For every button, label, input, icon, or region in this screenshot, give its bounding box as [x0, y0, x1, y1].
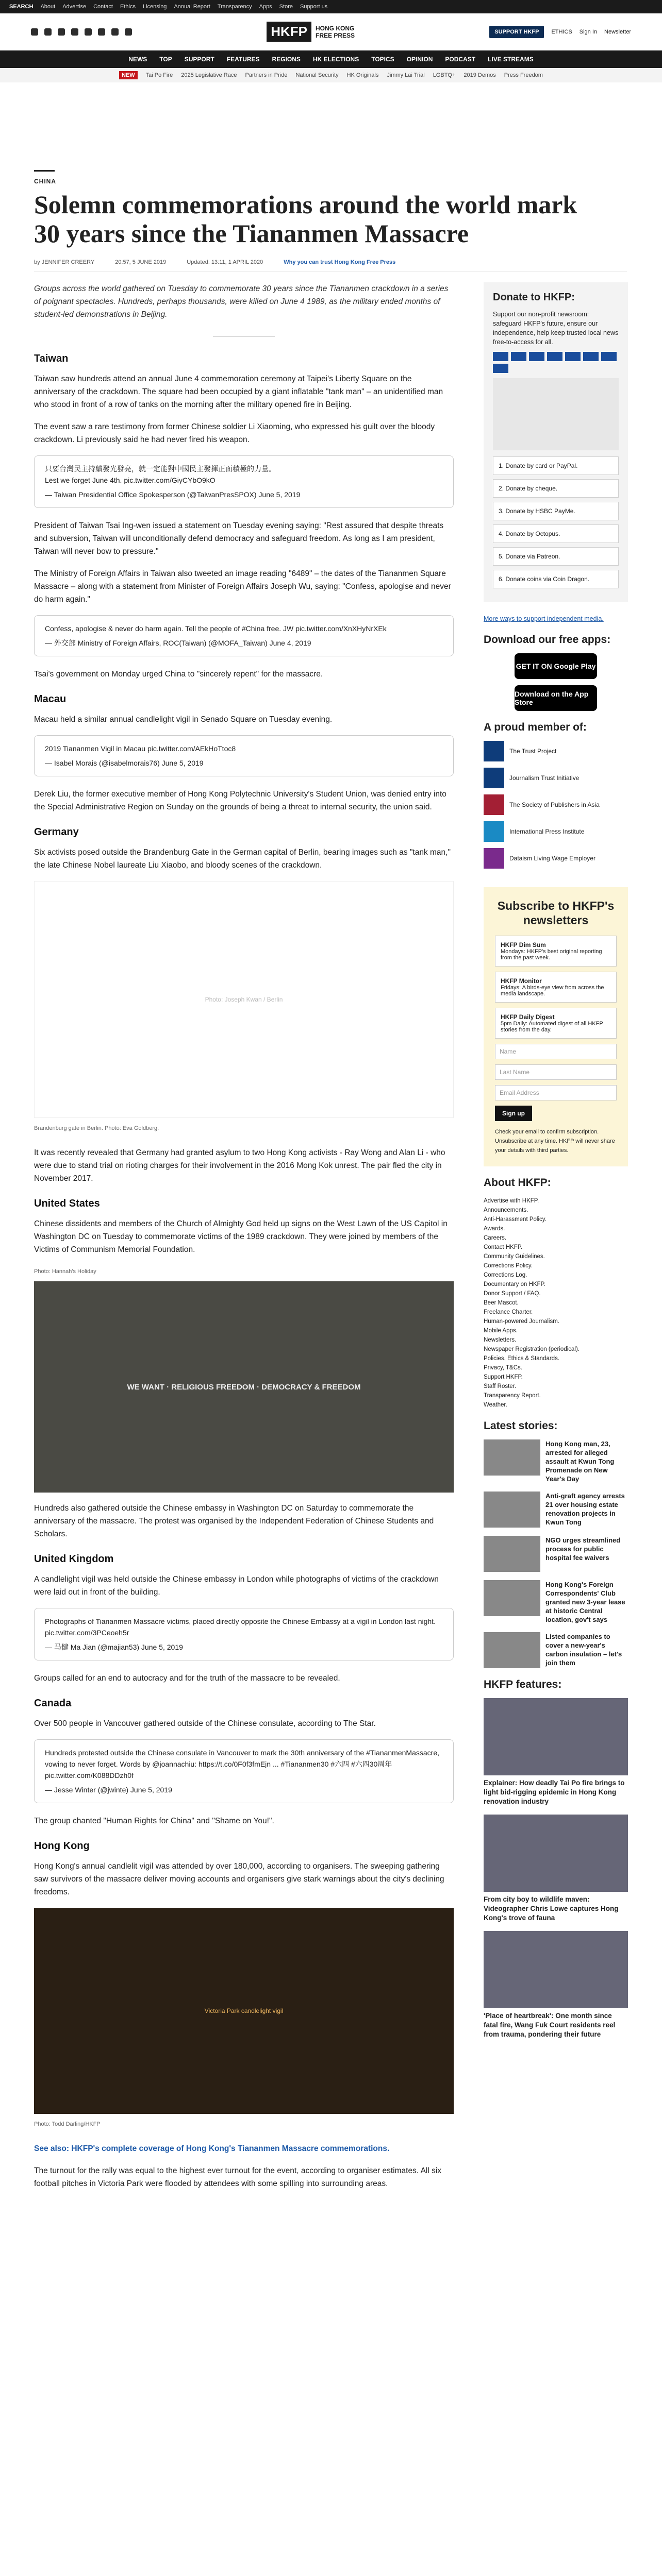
app-store-button[interactable]: Download on the App Store [515, 685, 597, 711]
applepay-icon [601, 352, 617, 361]
story-thumbnail [484, 1492, 540, 1528]
berlin-photo [34, 881, 454, 1118]
nav-opinion[interactable]: OPINION [406, 56, 433, 63]
paragraph: Taiwan saw hundreds attend an annual June 4 commemoration ceremony at Taipei's Liberty Square on the anniversary of the crackdown. The square had been occupied by a giant inflatable "tank man" – an unidentified man who stood in front of a row of tanks on the morning after the military opened fire in Beijing. [34, 375, 443, 409]
features-title: HKFP features: [484, 1679, 562, 1690]
visa-icon [493, 352, 508, 361]
paragraph: Chinese dissidents and members of the Church of Almighty God held up signs on the West Lawn of the US Capitol in Washington DC on Tuesday to commemorate victims of the 1989 crackdown. They were joined by members of the Victims of Communism Memorial Foundation. [34, 1219, 448, 1254]
member-name: Dataism Living Wage Employer [509, 855, 595, 862]
member-logo[interactable] [484, 768, 628, 788]
nav-elections[interactable]: HK ELECTIONS [312, 56, 359, 63]
tweet-text: Confess, apologise & never do harm again. Tell the people of #China free. JW pic.twitter.com/XnXHyNrXEk [45, 624, 387, 633]
article-wrapper [0, 170, 662, 2199]
paragraph: Groups called for an end to autocracy and for the truth of the massacre to be revealed. [34, 1674, 340, 1683]
about-link[interactable]: About [40, 4, 56, 10]
story-title: Hong Kong man, 23, arrested for alleged assault at Kwun Tong Promenade on New Year's Day [545, 1440, 615, 1483]
store-link[interactable]: Store [279, 4, 293, 10]
publish-date: 20:57, 5 JUNE 2019 [115, 259, 167, 265]
trend-item[interactable]: 2019 Demos [464, 72, 496, 78]
story-thumbnail [484, 1536, 540, 1572]
about-link[interactable]: Newspaper Registration (periodical). [484, 1346, 580, 1352]
story-title: Hong Kong's Foreign Correspondents' Club granted new 3-year lease at historic Central location, gov't says [545, 1581, 625, 1623]
donate-option[interactable]: 1. Donate by card or PayPal. [493, 456, 619, 475]
about-link[interactable]: Anti-Harassment Policy. [484, 1216, 547, 1223]
rss-icon[interactable] [125, 28, 132, 36]
ipi-icon [484, 821, 504, 842]
logo-line-2: FREE PRESS [316, 31, 355, 39]
newsletter-button[interactable]: Newsletter [604, 28, 631, 35]
paypal-icon [547, 352, 562, 361]
paragraph: Six activists posed outside the Brandenburg Gate in the German capital of Berlin, bearing images such as "tank man," the late Chinese Nobel laureate Liu Xiaobo, and bloody scenes of the crackdown. [34, 848, 451, 870]
story-title: Listed companies to cover a new-year's carbon insulation – let's join them [545, 1633, 622, 1667]
about-link[interactable]: Transparency Report. [484, 1393, 541, 1399]
about-link[interactable]: Weather. [484, 1402, 507, 1408]
photo-caption: Photo: Todd Darling/HKFP [34, 2121, 101, 2127]
embedded-tweet[interactable] [34, 1739, 454, 1803]
feature-story[interactable] [484, 1815, 628, 1923]
sopa-icon [484, 794, 504, 815]
nav-news[interactable]: NEWS [128, 56, 147, 63]
content-columns [34, 282, 628, 2199]
trending-bar [0, 68, 662, 82]
trend-item[interactable]: Press Freedom [504, 72, 543, 78]
paragraph: Macau held a similar annual candlelight vigil in Senado Square on Tuesday evening. [34, 715, 333, 724]
nav-support[interactable]: SUPPORT [184, 56, 214, 63]
embedded-tweet[interactable] [34, 455, 454, 508]
sign-in-button[interactable]: Sign In [579, 28, 598, 35]
vigil-photo [34, 1908, 454, 2114]
logo-mark: HKFP [267, 22, 311, 42]
newsletter-desc: Mondays: HKFP's best original reporting from the past week. [501, 948, 602, 961]
newsletter-desc: 5pm Daily: Automated digest of all HKFP stories from the day. [501, 1021, 603, 1033]
about-link[interactable]: Careers. [484, 1235, 507, 1241]
contact-link[interactable]: Contact [93, 4, 113, 10]
instagram-icon[interactable] [58, 28, 65, 36]
jti-icon [484, 768, 504, 788]
story-title: Anti-graft agency arrests 21 over housing estate renovation projects in Kwun Tong [545, 1492, 625, 1526]
annual-report-link[interactable]: Annual Report [174, 4, 210, 10]
paragraph: Hundreds also gathered outside the Chinese embassy in Washington DC on Saturday to commemorate the anniversary of the massacre. The protest was organised by the Independent Federation of Chinese Students and Scholars. [34, 1504, 434, 1538]
latest-story[interactable] [484, 1439, 628, 1483]
newsletter-name: HKFP Daily Digest [501, 1013, 555, 1021]
mastercard-icon [511, 352, 526, 361]
about-title: About HKFP: [484, 1177, 551, 1189]
newsletter-option[interactable] [495, 936, 617, 967]
paragraph: A candlelight vigil was held outside the Chinese embassy in London while photographs of victims of the crackdown were laid out in front of the building. [34, 1575, 439, 1597]
tweet-text: Hundreds protested outside the Chinese consulate in Vancouver to mark the 30th anniversary of the #TiananmenMassacre, vowing to never forget. Words by @joannachiu: https://t.co/0F0f3fmEjn ... #Tiananmen30 #六四 #六四30周年 pic.twitter.com/K088DDzh0f [45, 1749, 439, 1780]
sign-up-button[interactable]: Sign up [495, 1106, 532, 1121]
tweet-text: Photographs of Tiananmen Massacre victims, placed directly opposite the Chinese Embassy at a vigil in London last night. pic.twitter.com/3PCeoeh5r [45, 1617, 436, 1637]
top-bar [0, 0, 662, 13]
photo-credit: Photo: Hannah's Holiday [34, 1268, 96, 1275]
embedded-tweet[interactable] [34, 615, 454, 656]
licensing-link[interactable]: Licensing [142, 4, 167, 10]
feature-thumbnail [484, 1815, 628, 1892]
trend-item[interactable]: HK Originals [346, 72, 379, 78]
heading-us: United States [34, 1198, 100, 1209]
feature-thumbnail [484, 1698, 628, 1775]
newsletter-name: HKFP Monitor [501, 977, 542, 985]
see-also-link[interactable]: See also: HKFP's complete coverage of Hong Kong's Tiananmen Massacre commemorations. [34, 2144, 390, 2153]
member-logo[interactable] [484, 794, 628, 815]
amex-icon [529, 352, 544, 361]
nav-top[interactable]: TOP [159, 56, 172, 63]
more-ways-link[interactable]: More ways to support independent media. [484, 615, 604, 622]
heading-macau: Macau [34, 693, 67, 705]
support-link[interactable]: Support us [300, 4, 328, 10]
image-placeholder-text: Victoria Park candlelight vigil [204, 2007, 284, 2014]
logo-line-1: HONG KONG [316, 24, 355, 32]
paragraph: Hong Kong's annual candlelit vigil was attended by over 180,000, according to organisers. The sweeping gathering saw survivors of the massacre deliver moving accounts and organisers give stark warnings about the city's declining freedoms. [34, 1862, 444, 1896]
about-link[interactable]: Policies, Ethics & Standards. [484, 1355, 560, 1362]
latest-story[interactable] [484, 1536, 628, 1572]
about-link[interactable]: Donor Support / FAQ. [484, 1291, 541, 1297]
latest-story[interactable] [484, 1580, 628, 1624]
about-link[interactable]: Community Guidelines. [484, 1253, 545, 1260]
about-link[interactable]: Privacy, T&Cs. [484, 1365, 522, 1371]
member-logo[interactable] [484, 741, 628, 761]
social-links [31, 28, 132, 36]
trend-item[interactable]: LGBTQ+ [433, 72, 456, 78]
story-thumbnail [484, 1580, 540, 1616]
updated-date: Updated: 13:11, 1 APRIL 2020 [187, 259, 263, 265]
category-rule [34, 170, 55, 172]
about-link[interactable]: Support HKFP. [484, 1374, 523, 1380]
donate-box [484, 282, 628, 602]
donate-banner[interactable] [493, 378, 619, 450]
newsletter-box [484, 887, 628, 1166]
apps-title: Download our free apps: [484, 634, 611, 646]
tweet-text: Lest we forget June 4th. pic.twitter.com/GiyCYbO9kO [45, 476, 216, 484]
newsletter-note: Check your email to confirm subscription. Unsubscribe at any time. HKFP will never share your details with third parties. [495, 1129, 615, 1154]
sidebar [484, 282, 628, 2199]
about-link[interactable]: Advertise with HKFP. [484, 1198, 539, 1204]
article-meta [34, 259, 627, 272]
image-placeholder-text: WE WANT · RELIGIOUS FREEDOM · DEMOCRACY & FREEDOM [127, 1382, 361, 1392]
trend-item[interactable]: National Security [295, 72, 339, 78]
trend-item[interactable]: Jimmy Lai Trial [387, 72, 425, 78]
article-category[interactable]: CHINA [34, 178, 56, 185]
ethics-button[interactable]: ETHICS [551, 28, 572, 35]
article-title: Solemn commemorations around the world mark 30 years since the Tiananmen Massacre [34, 190, 577, 248]
tweet-text: 2019 Tiananmen Vigil in Macau pic.twitter.com/AEkHoTtoc8 [45, 744, 236, 753]
donate-title: Donate to HKFP: [493, 292, 575, 303]
last-name-field[interactable]: Last Name [495, 1064, 617, 1080]
youtube-icon[interactable] [71, 28, 78, 36]
donate-option[interactable]: 4. Donate by Octopus. [493, 524, 619, 543]
tweet-byline: — 外交部 Ministry of Foreign Affairs, ROC(Taiwan) (@MOFA_Taiwan) June 4, 2019 [45, 639, 311, 647]
header-actions [489, 26, 631, 38]
member-logo[interactable] [484, 848, 628, 869]
about-link[interactable]: Mobile Apps. [484, 1328, 518, 1334]
email-field[interactable]: Email Address [495, 1085, 617, 1100]
paragraph: Tsai's government on Monday urged China to "sincerely repent" for the massacre. [34, 670, 323, 679]
member-name: International Press Institute [509, 828, 585, 835]
about-link[interactable]: Newsletters. [484, 1337, 517, 1343]
payment-cards [493, 352, 619, 373]
story-thumbnail [484, 1439, 540, 1476]
mastodon-icon[interactable] [111, 28, 119, 36]
member-name: The Trust Project [509, 748, 557, 755]
tweet-text: 只要台灣民主持續發光發亮，就一定能對中國民主發揮正面積極的力量。 [45, 465, 276, 473]
trend-item[interactable]: 2025 Legislative Race [181, 72, 237, 78]
latest-story[interactable] [484, 1492, 628, 1528]
donate-option[interactable]: 2. Donate by cheque. [493, 479, 619, 498]
newsletter-option[interactable] [495, 1008, 617, 1039]
trend-item[interactable]: Partners in Pride [245, 72, 288, 78]
about-link[interactable]: Freelance Charter. [484, 1309, 533, 1315]
newsletter-desc: Fridays: A birds-eye view from across the media landscape. [501, 985, 604, 997]
main-nav [0, 50, 662, 68]
googlepay-icon [493, 364, 508, 373]
facebook-icon[interactable] [31, 28, 38, 36]
transparency-link[interactable]: Transparency [217, 4, 252, 10]
living-wage-icon [484, 848, 504, 869]
author[interactable]: by JENNIFER CREERY [34, 259, 95, 265]
name-field[interactable]: Name [495, 1044, 617, 1059]
heading-hong-kong: Hong Kong [34, 1840, 90, 1852]
trend-item[interactable]: Tai Po Fire [145, 72, 173, 78]
member-name: The Society of Publishers in Asia [509, 801, 600, 808]
heading-germany: Germany [34, 826, 79, 838]
feature-story[interactable] [484, 1931, 628, 2039]
linkedin-icon[interactable] [98, 28, 105, 36]
feature-title: 'Place of heartbreak': One month since fatal fire, Wang Fuk Court residents reel from trauma, pondering their future [484, 2012, 616, 2038]
paragraph: It was recently revealed that Germany had granted asylum to two Hong Kong activists - Ray Wong and Alan Li - who were due to stand trial on rioting charges for their involvement in the 2016 Mong Kok unrest. The pair fled the city in November 2017. [34, 1148, 445, 1183]
trust-link[interactable]: Why you can trust Hong Kong Free Press [284, 259, 396, 265]
about-link[interactable]: Corrections Log. [484, 1272, 527, 1278]
nav-topics[interactable]: TOPICS [371, 56, 394, 63]
feature-thumbnail [484, 1931, 628, 2008]
tweet-byline: — 马健 Ma Jian (@majian53) June 5, 2019 [45, 1643, 183, 1651]
article-lead: Groups across the world gathered on Tuesday to commemorate 30 years since the Tiananmen crackdown in a series of poignant spectacles. Hundreds, perhaps thousands, were killed on June 4 1989, as the military ended months of student-led demonstrations in Beijing. [34, 284, 449, 319]
about-link[interactable]: Human-powered Journalism. [484, 1318, 560, 1325]
nav-podcast[interactable]: PODCAST [445, 56, 476, 63]
story-title: NGO urges streamlined process for public hospital fee waivers [545, 1536, 621, 1562]
about-link[interactable]: Staff Roster. [484, 1383, 517, 1389]
about-link[interactable]: Contact HKFP. [484, 1244, 523, 1250]
article-body [34, 282, 454, 2199]
telegram-icon[interactable] [85, 28, 92, 36]
feature-title: From city boy to wildlife maven: Videographer Chris Lowe captures Hong Kong's trove of fauna [484, 1895, 619, 1922]
advertise-link[interactable]: Advertise [62, 4, 87, 10]
unionpay-icon [583, 352, 599, 361]
ethics-link[interactable]: Ethics [120, 4, 136, 10]
story-thumbnail [484, 1632, 540, 1668]
feature-story[interactable] [484, 1698, 628, 1806]
heading-uk: United Kingdom [34, 1553, 114, 1565]
about-link[interactable]: Documentary on HKFP. [484, 1281, 545, 1287]
support-hkfp-button[interactable]: SUPPORT HKFP [489, 26, 544, 38]
about-link[interactable]: Corrections Policy. [484, 1263, 533, 1269]
member-title: A proud member of: [484, 721, 587, 733]
paragraph: The Ministry of Foreign Affairs in Taiwan also tweeted an image reading "6489" – the dates of the Tiananmen Square Massacre – along with a statement from Minister of Foreign Affairs Joseph Wu, saying: "Confess, apologise and never do harm again." [34, 569, 451, 604]
search-link[interactable]: SEARCH [9, 4, 34, 10]
donate-option[interactable]: 3. Donate by HSBC PayMe. [493, 502, 619, 520]
paragraph: The turnout for the rally was equal to the highest ever turnout for the event, according to organiser estimates. All six football pitches in Victoria Park were flooded by attendees with some spilling into surrounding areas. [34, 2166, 442, 2188]
paragraph: The event saw a rare testimony from former Chinese soldier Li Xiaoming, who expressed his guilt over the bloody crackdown. Li previously said he had never fired his weapon. [34, 422, 435, 444]
heading-taiwan: Taiwan [34, 353, 69, 364]
latest-story[interactable] [484, 1632, 628, 1668]
nav-features[interactable]: FEATURES [226, 56, 260, 63]
newsletter-option[interactable] [495, 972, 617, 1003]
about-link[interactable]: Announcements. [484, 1207, 528, 1213]
newsletter-title: Subscribe to HKFP's newsletters [497, 899, 615, 927]
heading-canada: Canada [34, 1698, 72, 1709]
google-play-button[interactable]: GET IT ON Google Play [515, 653, 597, 679]
jcb-icon [565, 352, 581, 361]
donate-text: Support our non-profit newsroom: safeguard HKFP's future, ensure our independence, help keep trusted local news free-to-access for all. [493, 311, 619, 346]
nav-live-streams[interactable]: LIVE STREAMS [488, 56, 534, 63]
paragraph: President of Taiwan Tsai Ing-wen issued a statement on Tuesday evening saying: "Rest assured that despite threats and subversion, Taiwan will unconditionally defend democracy and safeguard freedom. As long as I am president, Taiwan will never bow to pressure." [34, 521, 444, 556]
embedded-tweet[interactable] [34, 735, 454, 776]
tweet-byline: — Taiwan Presidential Office Spokesperson (@TaiwanPresSPOX) June 5, 2019 [45, 490, 301, 499]
member-logo[interactable] [484, 821, 628, 842]
donate-option[interactable]: 5. Donate via Patreon. [493, 547, 619, 566]
embedded-tweet[interactable] [34, 1608, 454, 1660]
donate-option[interactable]: 6. Donate coins via Coin Dragon. [493, 570, 619, 588]
paragraph: Over 500 people in Vancouver gathered outside of the Chinese consulate, according to The Star. [34, 1719, 376, 1728]
latest-title: Latest stories: [484, 1420, 558, 1432]
washington-photo [34, 1281, 454, 1493]
image-placeholder-text: Photo: Joseph Kwan / Berlin [205, 995, 283, 1003]
divider [213, 336, 275, 337]
newsletter-name: HKFP Dim Sum [501, 941, 546, 948]
trust-project-icon [484, 741, 504, 761]
tweet-byline: — Isabel Morais (@isabelmorais76) June 5, 2019 [45, 759, 204, 767]
site-header [0, 13, 662, 50]
nav-regions[interactable]: REGIONS [272, 56, 301, 63]
paragraph: The group chanted "Human Rights for China" and "Shame on You!". [34, 1817, 274, 1825]
twitter-icon[interactable] [44, 28, 52, 36]
apps-link[interactable]: Apps [259, 4, 272, 10]
about-links [484, 1196, 628, 1410]
about-link[interactable]: Beer Mascot. [484, 1300, 519, 1306]
tweet-byline: — Jesse Winter (@jwinte) June 5, 2019 [45, 1786, 172, 1794]
feature-title: Explainer: How deadly Tai Po fire brings to light bid-rigging epidemic in Hong Kong renovation industry [484, 1779, 625, 1805]
about-link[interactable]: Awards. [484, 1226, 505, 1232]
new-badge: NEW [119, 71, 138, 79]
logo-text [316, 25, 355, 39]
photo-caption: Brandenburg gate in Berlin. Photo: Eva Goldberg. [34, 1125, 159, 1131]
paragraph: Derek Liu, the former executive member of Hong Kong Polytechnic University's Student Union, was denied entry into the Special Administrative Region on Sunday on the grounds of being a threat to internal security, the union said. [34, 790, 446, 811]
site-logo[interactable] [267, 22, 355, 42]
member-name: Journalism Trust Initiative [509, 774, 580, 782]
